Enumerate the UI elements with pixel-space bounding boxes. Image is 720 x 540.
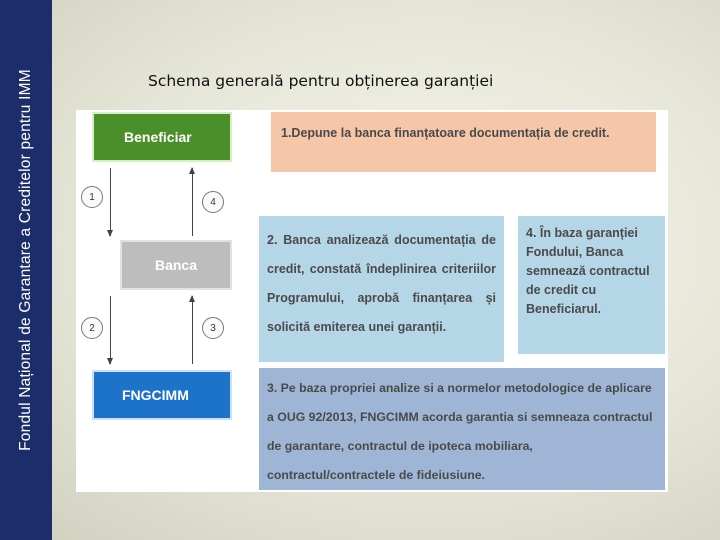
step-4-badge: 4 [202, 191, 224, 213]
sidebar-title: Fondul Național de Garantare a Creditelor pentru IMM [17, 69, 34, 451]
arrow-step-4 [192, 168, 193, 236]
arrow-step-3 [192, 296, 193, 364]
step-4-text: 4. În baza garanției Fondului, Banca semnează contractul de credit cu Beneficiarul. [518, 216, 665, 354]
arrow-step-1 [110, 168, 111, 236]
arrow-step-2 [110, 296, 111, 364]
step-3-text: 3. Pe baza propriei analize si a normelor metodologice de aplicare a OUG 92/2013, FNGCIMM acorda garantia si semneaza contractul de garantare, contractul de ipoteca mobiliara, contractul/contractele de fideiusiune. [259, 368, 665, 490]
diagram-panel [76, 110, 668, 492]
step-2-text: 2. Banca analizează documentația de credit, constată îndeplinirea criteriilor Programului, aprobă finanțarea și solicită emiterea unei garanții. [259, 216, 504, 362]
step-1-badge: 1 [81, 186, 103, 208]
step-2-badge: 2 [81, 317, 103, 339]
beneficiar-box: Beneficiar [92, 112, 232, 162]
fngcimm-box: FNGCIMM [92, 370, 232, 420]
step-3-badge: 3 [202, 317, 224, 339]
slide-title: Schema generală pentru obținerea garanției [148, 72, 494, 90]
sidebar [0, 0, 52, 540]
step-1-text: 1.Depune la banca finanțatoare documentația de credit. [271, 112, 656, 172]
banca-box: Banca [120, 240, 232, 290]
